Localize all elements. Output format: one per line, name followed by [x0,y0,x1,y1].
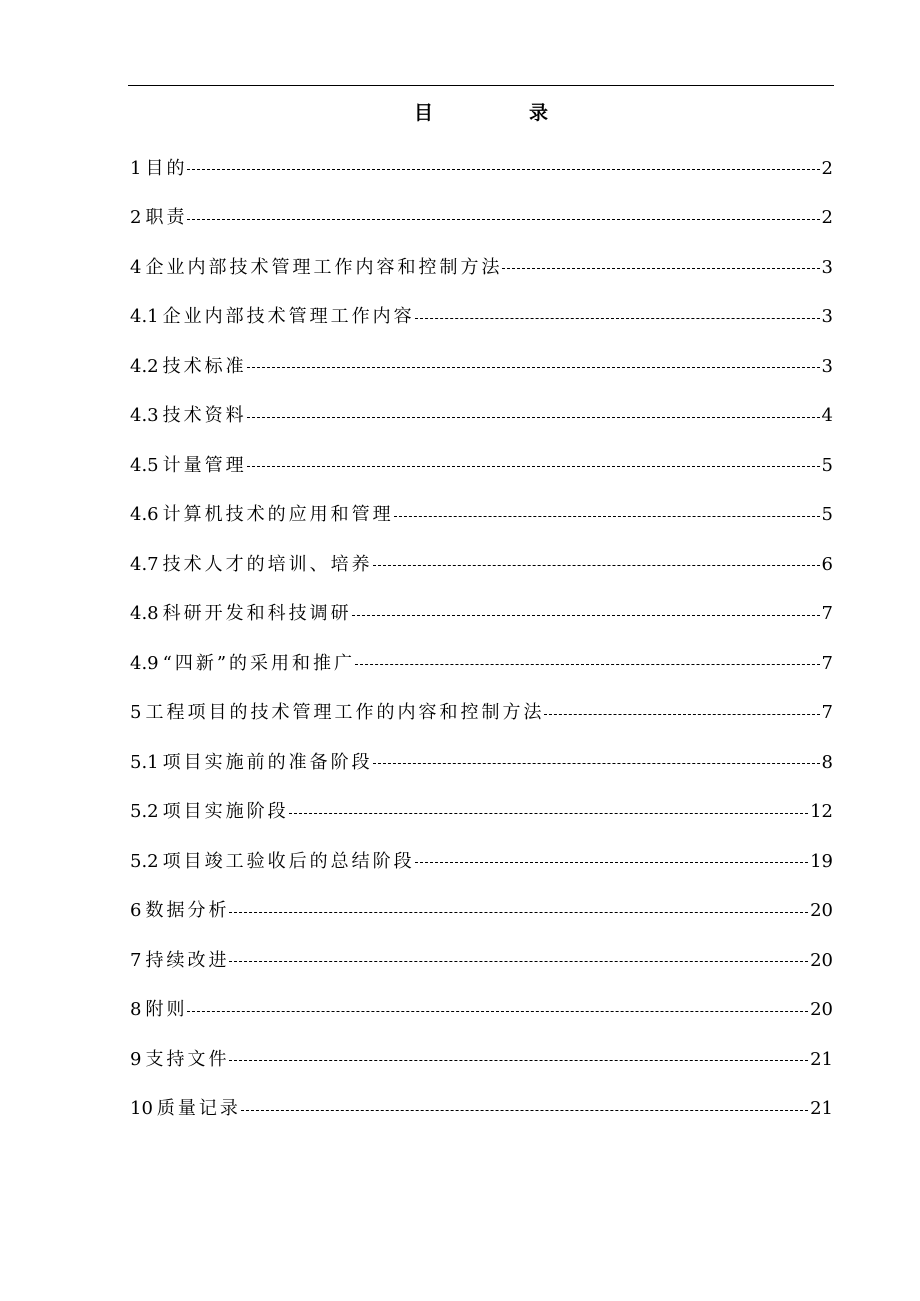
toc-entry-supporting-documents[interactable] [130,1035,833,1085]
toc-entry-number: 4.5 [130,454,159,476]
header-rule [128,85,834,86]
toc-entry-tech-standards[interactable] [130,342,833,392]
toc-entry-label: 项目实施阶段 [162,801,289,823]
toc-entry-page: 2 [821,157,833,179]
toc-entry-label: 计量管理 [162,454,247,476]
toc-entry-talent-training[interactable] [130,540,833,590]
dot-leader [415,318,820,319]
toc-entry-number: 4.7 [130,553,159,575]
toc-entry-label: 附则 [145,999,188,1021]
toc-entry-internal-tech-content[interactable] [130,293,833,343]
toc-entry-number: 1 [130,157,142,179]
toc-entry-number: 5 [130,702,142,724]
toc-entry-label: 科研开发和科技调研 [162,603,352,625]
toc-entry-label: 计算机技术的应用和管理 [162,504,394,526]
toc-entry-number: 8 [130,999,142,1021]
toc-entry-label: 技术资料 [162,405,247,427]
toc-entry-page: 20 [810,999,833,1021]
toc-entry-project-tech-management[interactable] [130,689,833,739]
toc-entry-label: 持续改进 [145,949,230,971]
toc-entry-implementation-stage[interactable] [130,788,833,838]
toc-entry-label: 企业内部技术管理工作内容 [162,306,415,328]
dot-leader [247,367,820,368]
toc-entry-number: 5.2 [130,801,159,823]
toc-entry-page: 20 [810,949,833,971]
toc-entry-tech-documents[interactable] [130,392,833,442]
toc-entry-number: 2 [130,207,142,229]
toc-entry-page: 6 [821,553,833,575]
toc-entry-page: 3 [821,256,833,278]
toc-entry-label: 项目实施前的准备阶段 [162,751,373,773]
toc-entry-label: “四新”的采用和推广 [162,652,356,674]
toc-title-left: 目 [413,102,433,124]
toc-title [128,98,834,128]
toc-entry-preparation-stage[interactable] [130,738,833,788]
toc-entry-number: 7 [130,949,142,971]
toc-entry-page: 2 [821,207,833,229]
dot-leader [373,763,820,764]
toc-entry-page: 12 [810,801,833,823]
toc-entry-number: 5.2 [130,850,159,872]
dot-leader [229,961,808,962]
toc-entry-responsibilities[interactable] [130,194,833,244]
dot-leader [373,565,820,566]
dot-leader [229,1060,808,1061]
toc-entry-number: 4 [130,256,142,278]
toc-entry-page: 21 [810,1098,833,1120]
toc-entry-page: 19 [810,850,833,872]
toc-entry-label: 工程项目的技术管理工作的内容和控制方法 [145,702,545,724]
toc-entry-label: 质量记录 [156,1098,241,1120]
dot-leader [241,1110,808,1111]
toc-entry-page: 7 [821,702,833,724]
toc-entry-label: 职责 [145,207,188,229]
toc-entry-data-analysis[interactable] [130,887,833,937]
toc-entry-label: 项目竣工验收后的总结阶段 [162,850,415,872]
toc-entry-purpose[interactable] [130,144,833,194]
toc-entry-number: 4.6 [130,504,159,526]
dot-leader [544,714,819,715]
dot-leader [247,466,820,467]
toc-entry-label: 技术标准 [162,355,247,377]
toc-entry-four-new[interactable] [130,639,833,689]
dot-leader [187,1011,808,1012]
dot-leader [394,516,820,517]
toc-entry-supplementary-provisions[interactable] [130,986,833,1036]
toc-entry-metrology[interactable] [130,441,833,491]
toc-entry-number: 4.8 [130,603,159,625]
toc-entry-quality-records[interactable] [130,1085,833,1135]
toc-entry-computer-tech[interactable] [130,491,833,541]
dot-leader [187,169,819,170]
toc-entry-page: 7 [821,652,833,674]
toc-entry-number: 9 [130,1048,142,1070]
toc-entry-research[interactable] [130,590,833,640]
toc-entry-number: 5.1 [130,751,159,773]
toc-entry-page: 3 [821,355,833,377]
toc-entry-page: 4 [821,405,833,427]
toc-entry-label: 企业内部技术管理工作内容和控制方法 [145,256,503,278]
toc-entry-number: 4.1 [130,306,159,328]
toc-entry-label: 支持文件 [145,1048,230,1070]
dot-leader [187,219,819,220]
toc-entry-page: 20 [810,900,833,922]
toc-title-right: 录 [529,102,549,124]
toc-entry-page: 5 [821,454,833,476]
toc-entry-page: 5 [821,504,833,526]
dot-leader [355,664,820,665]
dot-leader [247,417,820,418]
toc-entry-page: 7 [821,603,833,625]
toc-entry-page: 8 [821,751,833,773]
toc-entry-page: 3 [821,306,833,328]
toc-entry-number: 4.3 [130,405,159,427]
toc-list [130,144,833,1134]
toc-entry-continuous-improvement[interactable] [130,936,833,986]
dot-leader [289,813,808,814]
toc-entry-number: 6 [130,900,142,922]
toc-entry-summary-stage[interactable] [130,837,833,887]
dot-leader [415,862,808,863]
toc-entry-number: 4.9 [130,652,159,674]
dot-leader [352,615,820,616]
toc-entry-page: 21 [810,1048,833,1070]
toc-entry-number: 4.2 [130,355,159,377]
toc-entry-label: 技术人才的培训、培养 [162,553,373,575]
toc-entry-label: 目的 [145,157,188,179]
dot-leader [502,268,819,269]
toc-entry-internal-tech-management[interactable] [130,243,833,293]
dot-leader [229,912,808,913]
toc-entry-label: 数据分析 [145,900,230,922]
toc-entry-number: 10 [130,1098,153,1120]
